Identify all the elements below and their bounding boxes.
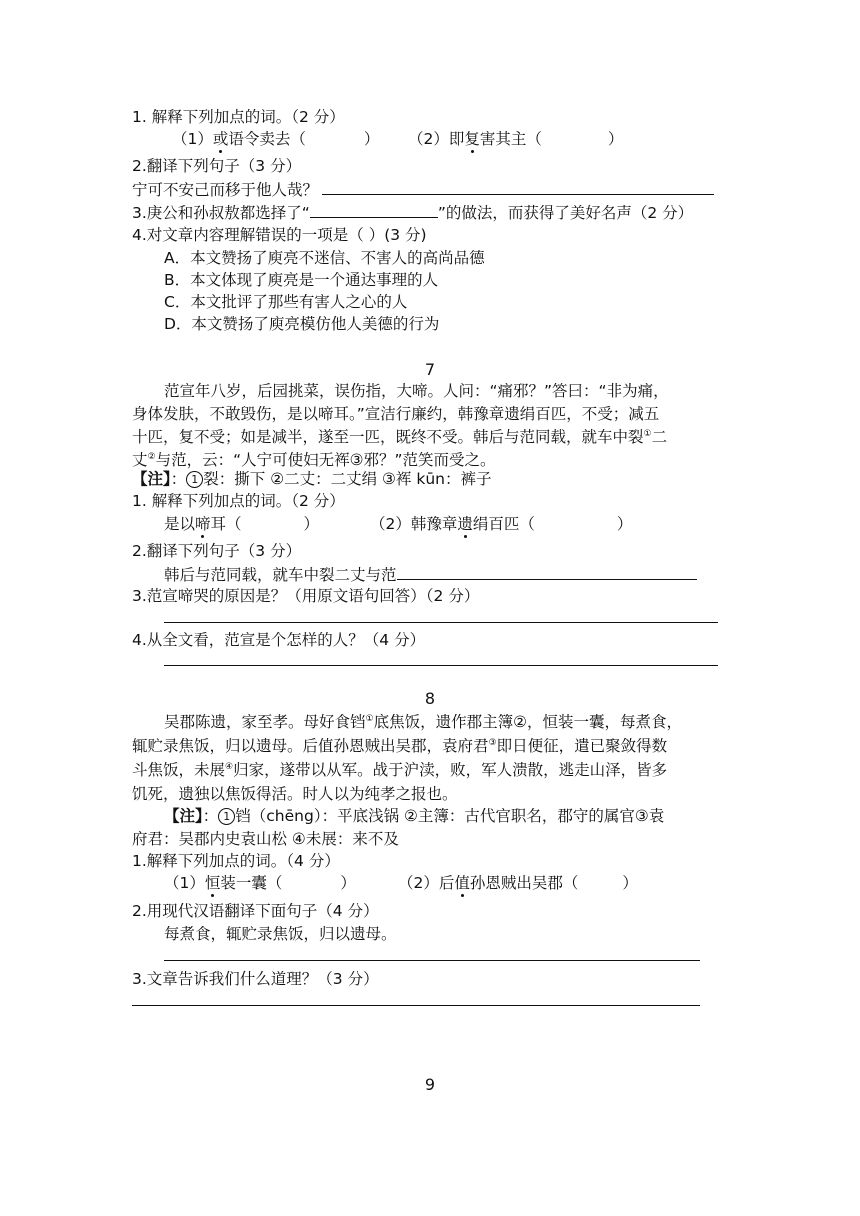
s6-q2-sentence-text: 宁可不安己而移于他人哉？ xyxy=(132,181,319,199)
s8-line1-pre: 吴郡陈遗，家至孝。母好食铛 xyxy=(164,713,366,731)
s6-q1-item1-post: 语令卖去（ xyxy=(228,130,306,148)
s6-q3 xyxy=(132,202,693,223)
s8-passage-line2 xyxy=(132,736,667,756)
s8-q1-b-dot-word: 值 xyxy=(454,874,470,892)
s8-q3-answer-blank[interactable] xyxy=(132,990,700,1006)
s8-note-marker-3: ③ xyxy=(488,738,497,748)
s7-q1-b-post: 绢百匹（ xyxy=(472,515,535,533)
s6-q4: 4.对文章内容理解错误的一项是（ ）(3 分) xyxy=(132,226,427,244)
s8-line3-post: 归家，遂带以从军。战于沪渎，败，军人溃散，逃走山泽，皆多 xyxy=(233,761,668,779)
s7-q1-a-close: ） xyxy=(303,515,320,533)
s8-q1-b-post: 孙恩贼出吴郡（ xyxy=(469,874,579,892)
s8-q3: 3.文章告诉我们什么道理？（3 分） xyxy=(132,970,379,988)
s7-q3: 3.范宣啼哭的原因是？（用原文语句回答）（2 分） xyxy=(132,587,480,605)
s8-notes-line1: 【注】： 1 铛（chēng）：平底浅锅 ②主簿：古代官职名，郡守的属官③袁 xyxy=(164,807,665,825)
s8-line1-mid: 底焦饭，遗作郡主簿②，恒装一囊，每煮食， xyxy=(373,713,682,731)
s7-q1-b-pre: （2）韩豫章 xyxy=(370,515,458,533)
s8-q1-a-close: ） xyxy=(340,874,356,892)
s7-q1: 1. 解释下列加点的词。（2 分） xyxy=(132,492,345,510)
s6-option-c: C．本文批评了那些有害人之心的人 xyxy=(164,293,408,311)
s7-q4: 4.从全文看，范宣是个怎样的人？（4 分） xyxy=(132,631,426,649)
s7-line3-post: 二 xyxy=(651,428,668,446)
s8-note-marker-1: ① xyxy=(365,714,374,724)
s6-q2: 2.翻译下列句子（3 分） xyxy=(132,157,302,175)
s7-passage-line2: 身体发肤，不敢毁伤，是以啼耳。”宣洁行廉约，韩豫章遗绢百匹，不受；减五 xyxy=(132,405,660,423)
s8-q1-a-post: 装一囊（ xyxy=(220,874,283,892)
s7-q2-answer-blank[interactable] xyxy=(397,564,697,580)
s6-q3-pre: 3.庚公和孙叔敖都选择了“ xyxy=(132,204,310,222)
s7-q1-a-dot-word: 啼 xyxy=(195,515,211,533)
s7-q1-a-pre: 是以 xyxy=(164,515,196,533)
s7-q4-line xyxy=(164,650,718,671)
s6-q1-item1 xyxy=(172,129,379,149)
s8-q1-b-pre: （2）后 xyxy=(398,874,455,892)
section-8-number: 8 xyxy=(424,689,436,708)
s6-q1: 1. 解释下列加点的词。（2 分） xyxy=(132,108,345,126)
s6-q3-post: ”的做法，而获得了美好名声（2 分） xyxy=(437,204,694,222)
s7-q1-b-close: ） xyxy=(616,515,633,533)
s7-q1-b xyxy=(370,514,632,534)
s7-passage-line3 xyxy=(132,427,667,447)
s7-q1-a xyxy=(164,514,319,534)
s8-notes-line2: 府君：吴郡内史袁山松 ④未展：来不及 xyxy=(132,830,399,848)
s6-option-b: B．本文体现了庾亮是一个通达事理的人 xyxy=(164,271,439,289)
s6-option-d: D．本文赞扬了庾亮模仿他人美德的行为 xyxy=(164,315,440,333)
s8-q1-b-close: ） xyxy=(622,874,638,892)
s7-q2-sentence-text: 韩后与范同载，就车中裂二丈与范 xyxy=(164,566,397,584)
s7-q2-sentence xyxy=(164,564,697,585)
s7-note-head: 【注】 xyxy=(132,470,171,488)
s8-note-head: 【注】 xyxy=(164,807,203,825)
s8-line2-text: 辄贮录焦饭，归以遗母。后值孙恩贼出吴郡，袁府君 xyxy=(132,737,489,755)
s8-q1-b xyxy=(398,873,638,893)
s8-q1: 1.解释下列加点的词。（4 分） xyxy=(132,852,340,870)
s7-q1-a-post: 耳（ xyxy=(210,515,242,533)
s8-passage-line1 xyxy=(164,712,682,732)
s7-note-rest: 裂：撕下 ②二丈：二丈绢 ③裈 kūn：裤子 xyxy=(203,470,492,488)
s8-passage-line3 xyxy=(132,760,667,780)
s6-q1-item1-dot-word: 或 xyxy=(212,130,229,148)
s8-q2-answer-blank[interactable] xyxy=(164,945,700,961)
s6-q3-answer-blank[interactable] xyxy=(310,202,438,218)
s7-q1-b-dot-word: 遗 xyxy=(457,515,473,533)
s6-q1-item1-close: ） xyxy=(363,130,380,148)
s6-q1-item2 xyxy=(408,129,623,149)
s6-q1-item2-close: ） xyxy=(607,130,624,148)
s7-note-marker-1: ① xyxy=(643,429,652,439)
s8-q2-sentence: 每煮食，辄贮录焦饭，归以遗母。 xyxy=(164,925,397,943)
s7-notes xyxy=(132,469,491,489)
s6-q1-item2-dot-word: 复 xyxy=(464,130,480,148)
s7-note-colon: ： xyxy=(170,470,187,488)
s7-line4-b: 与范，云：“人宁可使妇无裈③邪？”范笑而受之。 xyxy=(155,451,496,469)
s7-q2: 2.翻译下列句子（3 分） xyxy=(132,542,302,560)
s8-note-circled-1: 1 xyxy=(218,808,235,825)
s8-q2-line xyxy=(164,945,700,966)
s7-line4-a: 丈 xyxy=(132,451,148,469)
s7-line3-text: 十匹，复不受；如是减半，遂至一匹，既终不受。韩后与范同载，就车中裂 xyxy=(132,428,644,446)
section-7-number: 7 xyxy=(424,360,436,379)
s8-note-marker-4: ④ xyxy=(225,762,234,772)
s6-q1-item1-pre: （1） xyxy=(172,130,213,148)
s7-note-marker-2: ② xyxy=(147,452,156,462)
s7-q3-line xyxy=(164,607,718,628)
s6-q1-item2-pre: （2）即 xyxy=(408,130,465,148)
s6-q1-item2-post: 害其主（ xyxy=(479,130,542,148)
s8-note-line1-text: 铛（chēng）：平底浅锅 ②主簿：古代官职名，郡守的属官③袁 xyxy=(235,807,665,825)
s8-line3-pre: 斗焦饭，未展 xyxy=(132,761,226,779)
s8-line2-post: 即日便征，遣已聚敛得数 xyxy=(496,737,668,755)
s6-q2-sentence xyxy=(132,179,714,200)
s7-passage-line1: 范宣年八岁，后园挑菜，误伤指，大啼。人问：“痛邪？”答曰：“非为痛， xyxy=(164,382,669,400)
s8-q2: 2.用现代汉语翻译下面句子（4 分） xyxy=(132,902,379,920)
page-number: 9 xyxy=(424,1075,436,1094)
s6-option-a: A．本文赞扬了庾亮不迷信、不害人的高尚品德 xyxy=(164,249,485,267)
s8-q3-line xyxy=(132,990,700,1011)
s7-q3-answer-blank[interactable] xyxy=(164,607,718,623)
s8-passage-line4: 饥死，遗独以焦饭得活。时人以为纯孝之报也。 xyxy=(132,785,458,803)
s7-q4-answer-blank[interactable] xyxy=(164,650,718,666)
s6-q2-answer-blank[interactable] xyxy=(322,179,714,195)
s8-q1-a-pre: （1） xyxy=(164,874,205,892)
s7-note-circled-1: 1 xyxy=(186,471,203,488)
s8-q1-a-dot-word: 恒 xyxy=(204,874,221,892)
s8-q1-a xyxy=(164,873,356,893)
s7-passage-line4 xyxy=(132,450,496,470)
